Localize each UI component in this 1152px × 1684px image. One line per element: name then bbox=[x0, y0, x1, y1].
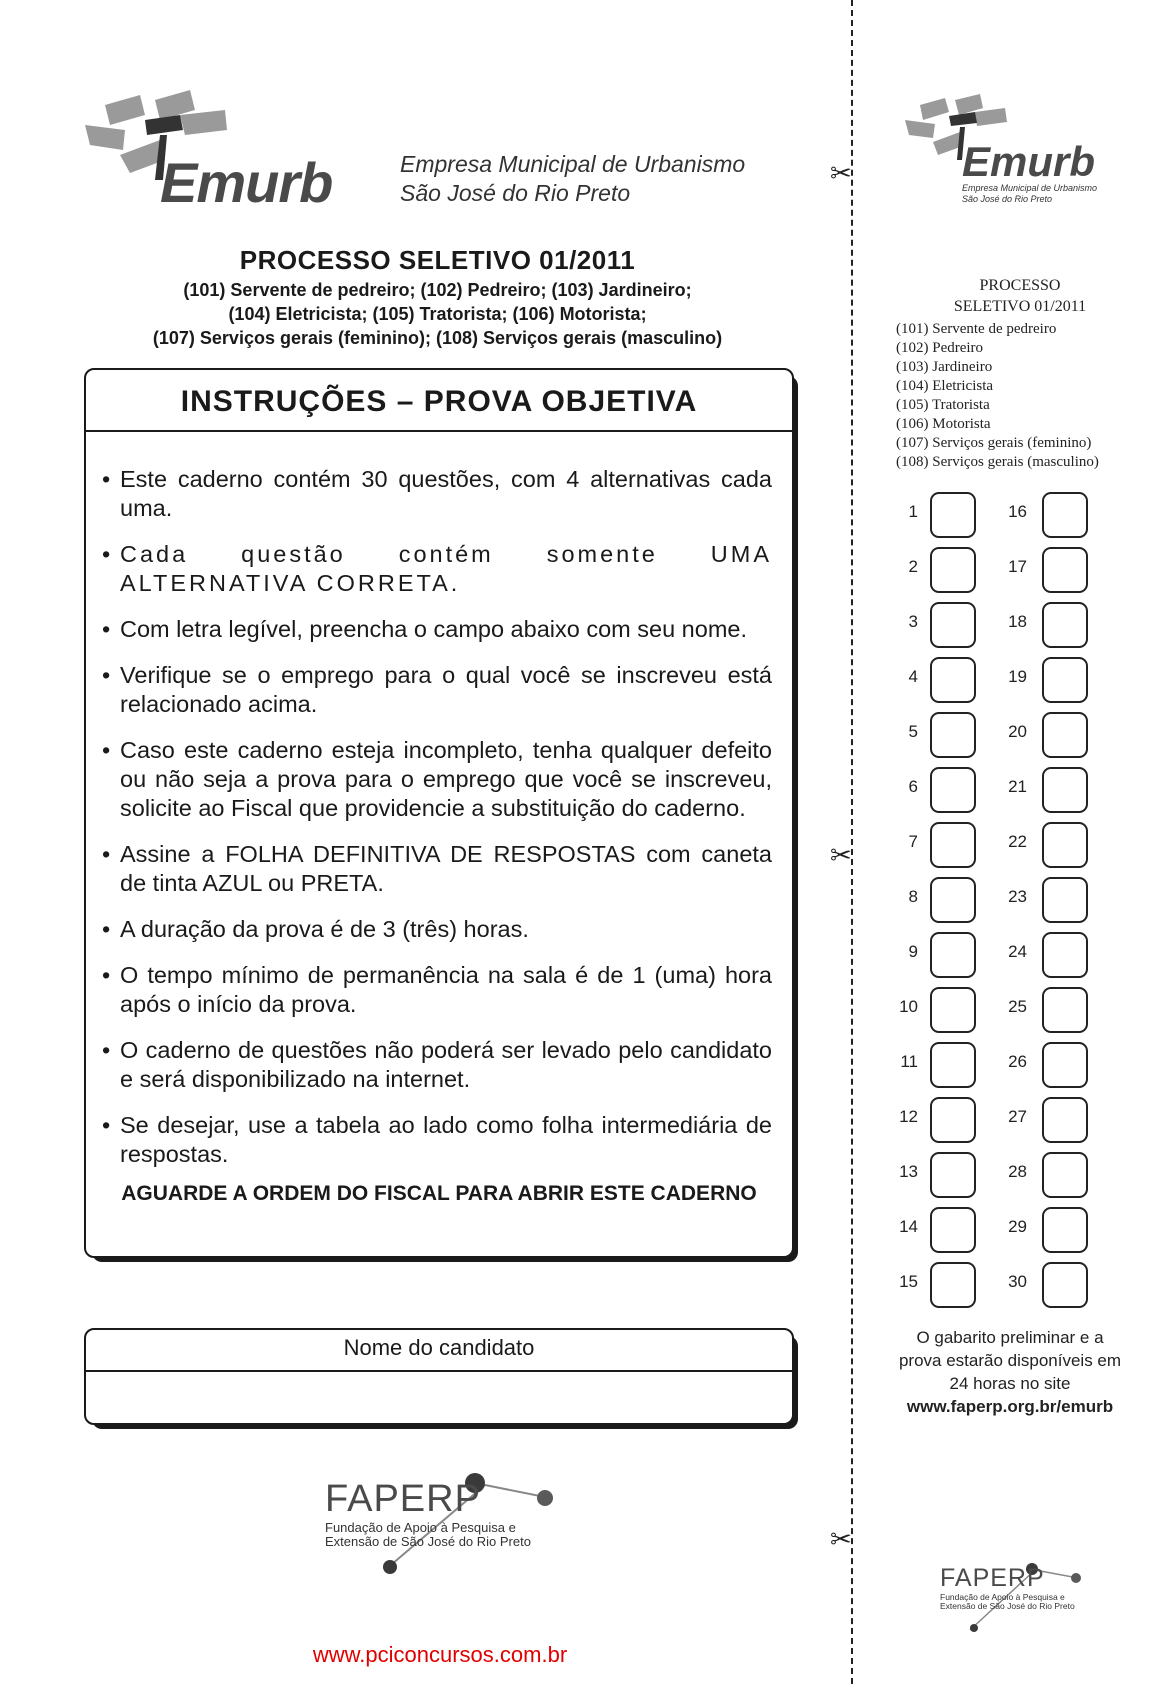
instruction-item bbox=[102, 736, 772, 823]
bullet: • bbox=[102, 962, 111, 988]
stub-job: (107) Serviços gerais (feminino) bbox=[896, 435, 1092, 451]
answer-number: 25 bbox=[1008, 997, 1027, 1016]
instruction-text: Cada questão contém somente UMA ALTERNATIVA CORRETA. bbox=[120, 541, 772, 596]
answer-box[interactable] bbox=[1042, 712, 1088, 758]
answer-number: 21 bbox=[1008, 777, 1027, 796]
bullet: • bbox=[102, 616, 111, 642]
scissors-icon: ✂ bbox=[830, 840, 852, 870]
answer-box[interactable] bbox=[1042, 547, 1088, 593]
answer-number: 27 bbox=[1008, 1107, 1027, 1126]
emurb-org-name bbox=[400, 150, 745, 208]
stub-process-line-1: PROCESSO bbox=[979, 277, 1061, 294]
stub-note-url[interactable]: www.faperp.org.br/emurb bbox=[906, 1397, 1114, 1416]
instruction-text: O tempo mínimo de permanência na sala é de 1 (uma) hora após o início da prova. bbox=[120, 962, 772, 1017]
answer-number: 1 bbox=[908, 502, 918, 521]
answer-number: 20 bbox=[1008, 722, 1027, 741]
answer-box[interactable] bbox=[930, 1097, 976, 1143]
bullet: • bbox=[102, 541, 114, 567]
bullet: • bbox=[102, 662, 111, 688]
answer-number: 30 bbox=[1008, 1272, 1027, 1291]
instruction-item bbox=[102, 465, 772, 523]
instruction-item bbox=[102, 915, 772, 944]
faperp-line-2: Extensão de São José do Rio Preto bbox=[325, 1534, 531, 1549]
answer-number: 24 bbox=[1008, 942, 1027, 961]
stub-jobs-list bbox=[896, 320, 1099, 472]
small-line-1: Empresa Municipal de Urbanismo bbox=[962, 183, 1098, 193]
instruction-text: O caderno de questões não poderá ser levado pelo candidato e será disponibilizado na internet. bbox=[120, 1037, 772, 1092]
footer-url[interactable]: www.pciconcursos.com.br bbox=[312, 1642, 568, 1667]
instruction-item bbox=[102, 840, 772, 898]
answer-box[interactable] bbox=[930, 822, 976, 868]
stub-note-line-3: 24 horas no site bbox=[949, 1374, 1071, 1393]
answer-number: 10 bbox=[899, 997, 918, 1016]
instructions-title: INSTRUÇÕES – PROVA OBJETIVA bbox=[86, 370, 792, 432]
answer-number: 26 bbox=[1008, 1052, 1027, 1071]
answer-box[interactable] bbox=[930, 877, 976, 923]
answer-box[interactable] bbox=[930, 1207, 976, 1253]
stub-job: (102) Pedreiro bbox=[896, 340, 984, 356]
answer-box[interactable] bbox=[1042, 657, 1088, 703]
bullet: • bbox=[102, 1112, 111, 1138]
answer-number: 14 bbox=[899, 1217, 918, 1236]
answer-box[interactable] bbox=[930, 492, 976, 538]
stub-job: (105) Tratorista bbox=[896, 397, 990, 413]
answer-number: 7 bbox=[908, 832, 918, 851]
instruction-item bbox=[102, 540, 772, 598]
candidate-name-field[interactable] bbox=[96, 1374, 782, 1419]
answer-number: 16 bbox=[1008, 502, 1027, 521]
bullet: • bbox=[102, 466, 111, 492]
answer-box[interactable] bbox=[930, 1152, 976, 1198]
instructions-note: AGUARDE A ORDEM DO FISCAL PARA ABRIR ESTE CADERNO bbox=[121, 1182, 757, 1205]
answer-number: 18 bbox=[1008, 612, 1027, 631]
stub-note-line-1: O gabarito preliminar e a bbox=[916, 1328, 1104, 1347]
answer-number: 17 bbox=[1008, 557, 1027, 576]
instruction-item bbox=[102, 1111, 772, 1169]
answer-number: 9 bbox=[908, 942, 918, 961]
faperp-small-line-2: Extensão de São José do Rio Preto bbox=[940, 1601, 1075, 1611]
scissors-icon: ✂ bbox=[830, 1524, 852, 1554]
answer-number: 13 bbox=[899, 1162, 918, 1181]
bullet: • bbox=[102, 1037, 111, 1063]
emurb-wordmark: Emurb bbox=[160, 151, 333, 214]
faperp-wordmark: FAPERP bbox=[325, 1478, 481, 1520]
small-line-2: São José do Rio Preto bbox=[962, 194, 1053, 204]
answer-number: 23 bbox=[1008, 887, 1027, 906]
answer-number: 5 bbox=[908, 722, 918, 741]
org-line-1: Empresa Municipal de Urbanismo bbox=[400, 151, 746, 177]
answer-box[interactable] bbox=[1042, 492, 1088, 538]
answer-number: 11 bbox=[900, 1052, 918, 1071]
answer-number: 28 bbox=[1008, 1162, 1027, 1181]
answer-box[interactable] bbox=[1042, 1207, 1088, 1253]
instruction-item bbox=[102, 661, 772, 719]
instruction-text: A duração da prova é de 3 (três) horas. bbox=[120, 916, 529, 942]
scissors-icon: ✂ bbox=[830, 158, 852, 188]
instruction-text: Caso este caderno esteja incompleto, tenha qualquer defeito ou não seja a prova para o emprego que você se inscreveu, solicite ao Fiscal que providencie a substituição do caderno. bbox=[120, 737, 772, 821]
answer-box[interactable] bbox=[1042, 932, 1088, 978]
answer-box[interactable] bbox=[1042, 1097, 1088, 1143]
instructions-box bbox=[84, 368, 794, 1258]
answer-number: 2 bbox=[908, 557, 918, 576]
answer-box[interactable] bbox=[930, 1262, 976, 1308]
answer-box[interactable] bbox=[1042, 987, 1088, 1033]
answer-box[interactable] bbox=[930, 657, 976, 703]
candidate-name-label: Nome do candidato bbox=[86, 1330, 792, 1372]
answer-box[interactable] bbox=[930, 987, 976, 1033]
emurb-small-subtitle bbox=[962, 183, 1097, 205]
bullet: • bbox=[102, 737, 111, 763]
answer-box[interactable] bbox=[1042, 1042, 1088, 1088]
faperp-small-line-1: Fundação de Apoio à Pesquisa e bbox=[940, 1592, 1065, 1602]
answer-number: 12 bbox=[899, 1107, 918, 1126]
answer-box[interactable] bbox=[1042, 1262, 1088, 1308]
faperp-wordmark-small: FAPERP bbox=[940, 1564, 1045, 1592]
answer-box[interactable] bbox=[1042, 602, 1088, 648]
jobs-line-2: (104) Eletricista; (105) Tratorista; (106) Motorista; bbox=[228, 304, 647, 324]
instruction-text: Se desejar, use a tabela ao lado como folha intermediária de respostas. bbox=[120, 1112, 772, 1167]
faperp-subtitle bbox=[325, 1521, 531, 1549]
stub-note-line-2: prova estarão disponíveis em bbox=[898, 1351, 1122, 1370]
instructions-list bbox=[102, 465, 772, 1186]
instruction-item bbox=[102, 961, 772, 1019]
answer-number: 22 bbox=[1008, 832, 1027, 851]
instruction-item bbox=[102, 1036, 772, 1094]
answer-number: 29 bbox=[1008, 1217, 1027, 1236]
answer-number: 15 bbox=[899, 1272, 918, 1291]
jobs-line-1: (101) Servente de pedreiro; (102) Pedreiro; (103) Jardineiro; bbox=[183, 280, 692, 300]
answer-number: 3 bbox=[908, 612, 918, 631]
bullet: • bbox=[102, 916, 111, 942]
answer-number: 4 bbox=[908, 667, 918, 686]
stub-process-line-2: SELETIVO 01/2011 bbox=[953, 298, 1087, 315]
stub-job: (104) Eletricista bbox=[896, 378, 994, 394]
candidate-name-box bbox=[84, 1328, 794, 1425]
answer-box[interactable] bbox=[930, 712, 976, 758]
answer-box[interactable] bbox=[930, 932, 976, 978]
answer-number: 19 bbox=[1008, 667, 1027, 686]
answer-box[interactable] bbox=[930, 547, 976, 593]
instruction-text: Verifique se o emprego para o qual você se inscreveu está relacionado acima. bbox=[120, 662, 772, 717]
instruction-text: Este caderno contém 30 questões, com 4 alternativas cada uma. bbox=[120, 466, 772, 521]
stub-job: (106) Motorista bbox=[896, 416, 991, 432]
jobs-line-3: (107) Serviços gerais (feminino); (108) Serviços gerais (masculino) bbox=[152, 328, 723, 348]
stub-job: (103) Jardineiro bbox=[896, 359, 993, 375]
org-line-2: São José do Rio Preto bbox=[400, 180, 631, 206]
answer-box[interactable] bbox=[1042, 767, 1088, 813]
bullet: • bbox=[102, 841, 111, 867]
instruction-item bbox=[102, 615, 772, 644]
emurb-wordmark-small: Emurb bbox=[962, 138, 1096, 185]
stub-job: (108) Serviços gerais (masculino) bbox=[896, 454, 1099, 470]
answer-box[interactable] bbox=[930, 767, 976, 813]
faperp-line-1: Fundação de Apoio à Pesquisa e bbox=[325, 1520, 516, 1535]
instruction-text: Assine a FOLHA DEFINITIVA DE RESPOSTAS com caneta de tinta AZUL ou PRETA. bbox=[120, 841, 772, 896]
stub-note bbox=[890, 1326, 1130, 1418]
answer-number: 6 bbox=[908, 777, 918, 796]
instruction-text: Com letra legível, preencha o campo abaixo com seu nome. bbox=[120, 616, 747, 642]
stub-job: (101) Servente de pedreiro bbox=[896, 321, 1057, 337]
answer-box[interactable] bbox=[1042, 877, 1088, 923]
process-title: PROCESSO SELETIVO 01/2011 bbox=[239, 245, 636, 275]
answer-box[interactable] bbox=[930, 602, 976, 648]
answer-box[interactable] bbox=[1042, 1152, 1088, 1198]
answer-box[interactable] bbox=[1042, 822, 1088, 868]
answer-box[interactable] bbox=[930, 1042, 976, 1088]
answer-number: 8 bbox=[908, 887, 918, 906]
faperp-subtitle-small bbox=[940, 1593, 1075, 1611]
